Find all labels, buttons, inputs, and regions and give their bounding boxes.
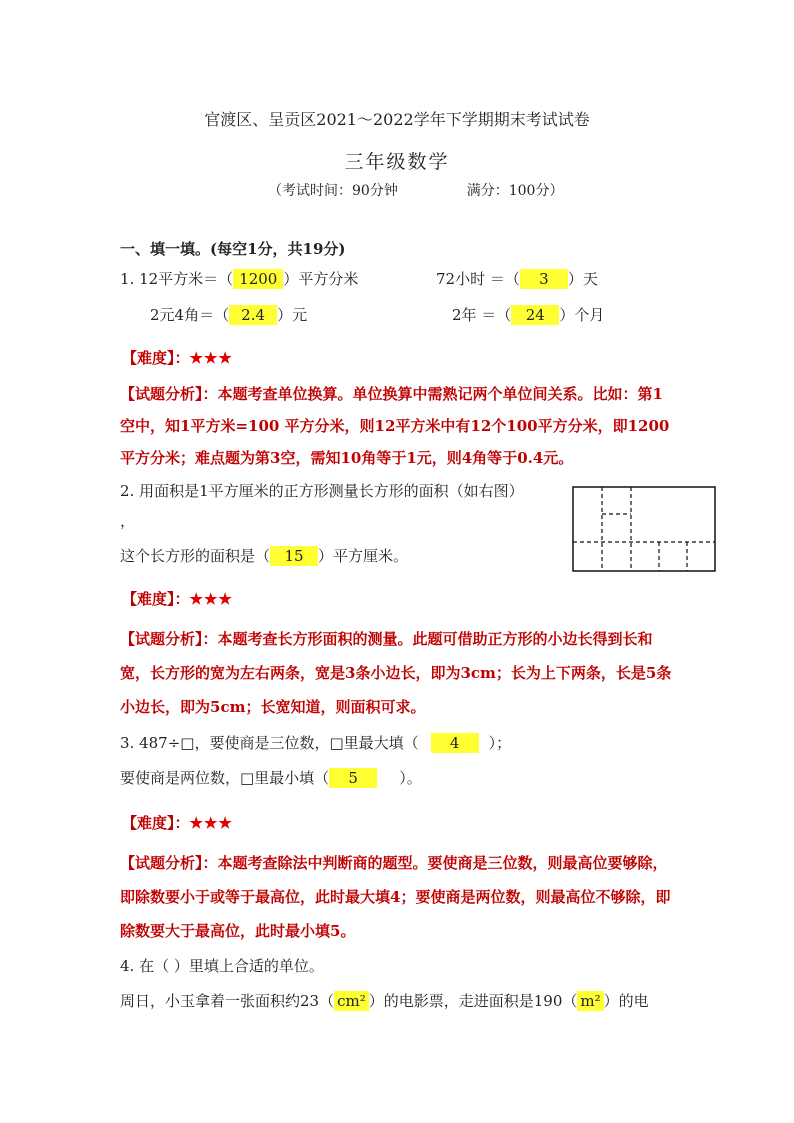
- q3-line2: 要使商是两位数，□里最小填（ 5 ）。: [120, 769, 422, 787]
- q2-comma: ，: [120, 512, 136, 530]
- star-rating: ★★★: [189, 814, 233, 832]
- q1-part-d: 2年 ＝（ 24 ）个月: [452, 306, 605, 324]
- answer-box: cm²: [334, 991, 369, 1011]
- answer-box: m²: [577, 991, 603, 1011]
- q2-analysis: 【试题分析】：本题考查长方形面积的测量。此题可借助正方形的小边长得到长和宽，长方形的宽为左右两条，宽是3条小边长，即为3cm；长为上下两条，长是5条小边长，即为5cm；长宽知道，则面积可求。: [120, 630, 672, 716]
- rectangle-outline: [573, 487, 715, 571]
- grid-dashes: [573, 487, 715, 571]
- q4-line2: 周日，小玉拿着一张面积约23（ cm² ）的电影票，走进面积是190（ m² ）的电: [120, 992, 649, 1010]
- grid-figure: [570, 485, 720, 575]
- q1-part-b: 72小时 ＝（ 3 ）天: [436, 270, 598, 288]
- q1-part-c: 2元4角＝（ 2.4 ）元: [150, 306, 308, 324]
- exam-title: 官渡区、呈贡区2021～2022学年下学期期末考试试卷: [204, 110, 590, 129]
- exam-subtitle: 三年级数学: [344, 151, 450, 173]
- q4-line1: 4. 在（ ）里填上合适的单位。: [120, 957, 324, 975]
- q2-line1: 2. 用面积是1平方厘米的正方形测量长方形的面积（如右图）: [120, 482, 524, 500]
- q2-line2: 这个长方形的面积是（ 15 ）平方厘米。: [120, 547, 409, 565]
- q3-analysis: 【试题分析】：本题考查除法中判断商的题型。要使商是三位数，则最高位要够除，即除数要小于或等于最高位，此时最大填4；要使商是两位数，则最高位不够除，即除数要大于最高位，此时最小填5。: [120, 854, 671, 940]
- section-heading: 一、填一填。(每空1分，共19分): [120, 240, 346, 258]
- star-rating: ★★★: [189, 349, 233, 367]
- q3-line1: 3. 487÷□，要使商是三位数，□里最大填（ 4 ）；: [120, 734, 512, 752]
- answer-box: 15: [270, 546, 318, 566]
- answer-box: 24: [511, 305, 559, 325]
- answer-box: 5: [329, 768, 377, 788]
- answer-box: 1200: [233, 269, 283, 289]
- q3-difficulty: 【难度】：★★★: [122, 814, 233, 832]
- answer-box: 3: [520, 269, 568, 289]
- answer-box: 2.4: [229, 305, 277, 325]
- q1-analysis: 【试题分析】：本题考查单位换算。单位换算中需熟记两个单位间关系。比如：第1 空中，知1平方米=100 平方分米，则12平方米中有12个100平方分米，即1200平方分米；难点题为第3空，需知10角等于1元，则4角等于0.4元。: [120, 385, 670, 467]
- q1-part-a: 1. 12平方米＝（ 1200 ）平方分米: [120, 270, 359, 288]
- exam-score: 满分：100分）: [466, 183, 564, 199]
- q2-difficulty: 【难度】：★★★: [122, 590, 233, 608]
- exam-info: [268, 180, 563, 200]
- exam-time: （考试时间：90分钟: [268, 183, 398, 199]
- answer-box: 4: [431, 733, 479, 753]
- star-rating: ★★★: [189, 590, 233, 608]
- q1-difficulty: 【难度】：★★★: [122, 349, 233, 367]
